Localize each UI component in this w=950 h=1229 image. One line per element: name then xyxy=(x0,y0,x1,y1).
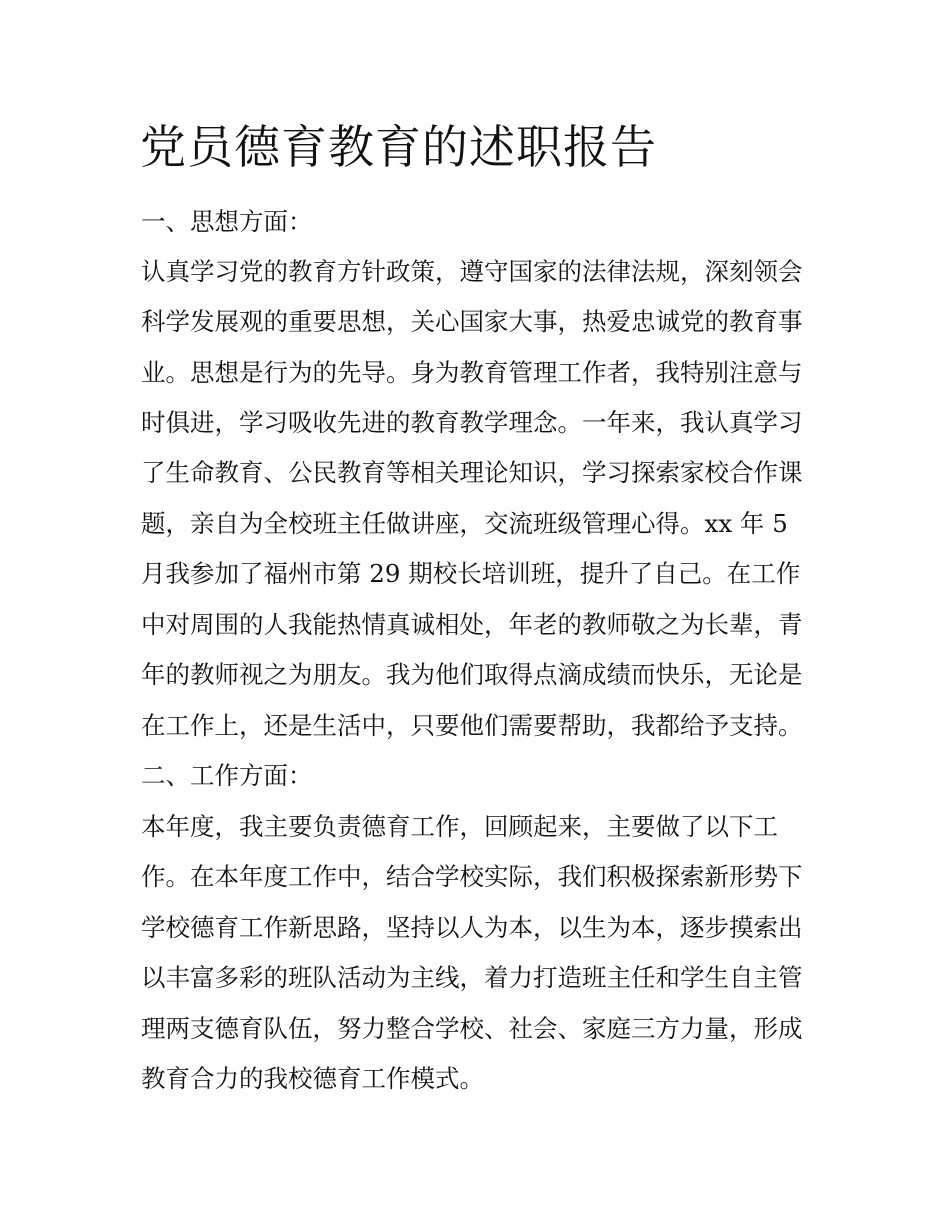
paragraph-line: 理两支德育队伍，努力整合学校、社会、家庭三方力量，形成 xyxy=(141,1014,803,1043)
paragraph-line: 学校德育工作新思路，坚持以人为本，以生为本，逐步摸索出 xyxy=(141,913,803,942)
section-heading-thought: 一、思想方面： xyxy=(141,207,313,236)
paragraph-line: 年的教师视之为朋友。我为他们取得点滴成绩而快乐，无论是 xyxy=(141,660,803,689)
section-heading-work: 二、工作方面： xyxy=(141,761,313,790)
paragraph-line: 科学发展观的重要思想，关心国家大事，热爱忠诚党的教育事 xyxy=(141,307,803,336)
paragraph-line: 中对周围的人我能热情真诚相处，年老的教师敬之为长辈，青 xyxy=(141,610,803,639)
paragraph-line: 本年度，我主要负责德育工作，回顾起来，主要做了以下工 xyxy=(141,812,778,841)
document-title: 党员德育教育的述职报告 xyxy=(140,120,657,174)
paragraph-line: 认真学习党的教育方针政策，遵守国家的法律法规，深刻领会 xyxy=(141,257,803,286)
paragraph-line: 在工作上，还是生活中，只要他们需要帮助，我都给予支持。 xyxy=(141,711,803,740)
paragraph-line: 教育合力的我校德育工作模式。 xyxy=(141,1064,484,1093)
paragraph-line: 业。思想是行为的先导。身为教育管理工作者，我特别注意与 xyxy=(141,358,803,387)
paragraph-line: 月我参加了福州市第 29 期校长培训班，提升了自己。在工作 xyxy=(141,559,801,588)
paragraph-line: 时俱进，学习吸收先进的教育教学理念。一年来，我认真学习 xyxy=(141,408,803,437)
paragraph-line: 题，亲自为全校班主任做讲座，交流班级管理心得。xx 年 5 xyxy=(141,509,788,538)
paragraph-line: 作。在本年度工作中，结合学校实际，我们积极探索新形势下 xyxy=(141,862,803,891)
paragraph-line: 以丰富多彩的班队活动为主线，着力打造班主任和学生自主管 xyxy=(141,963,803,992)
paragraph-line: 了生命教育、公民教育等相关理论知识，学习探索家校合作课 xyxy=(141,458,803,487)
